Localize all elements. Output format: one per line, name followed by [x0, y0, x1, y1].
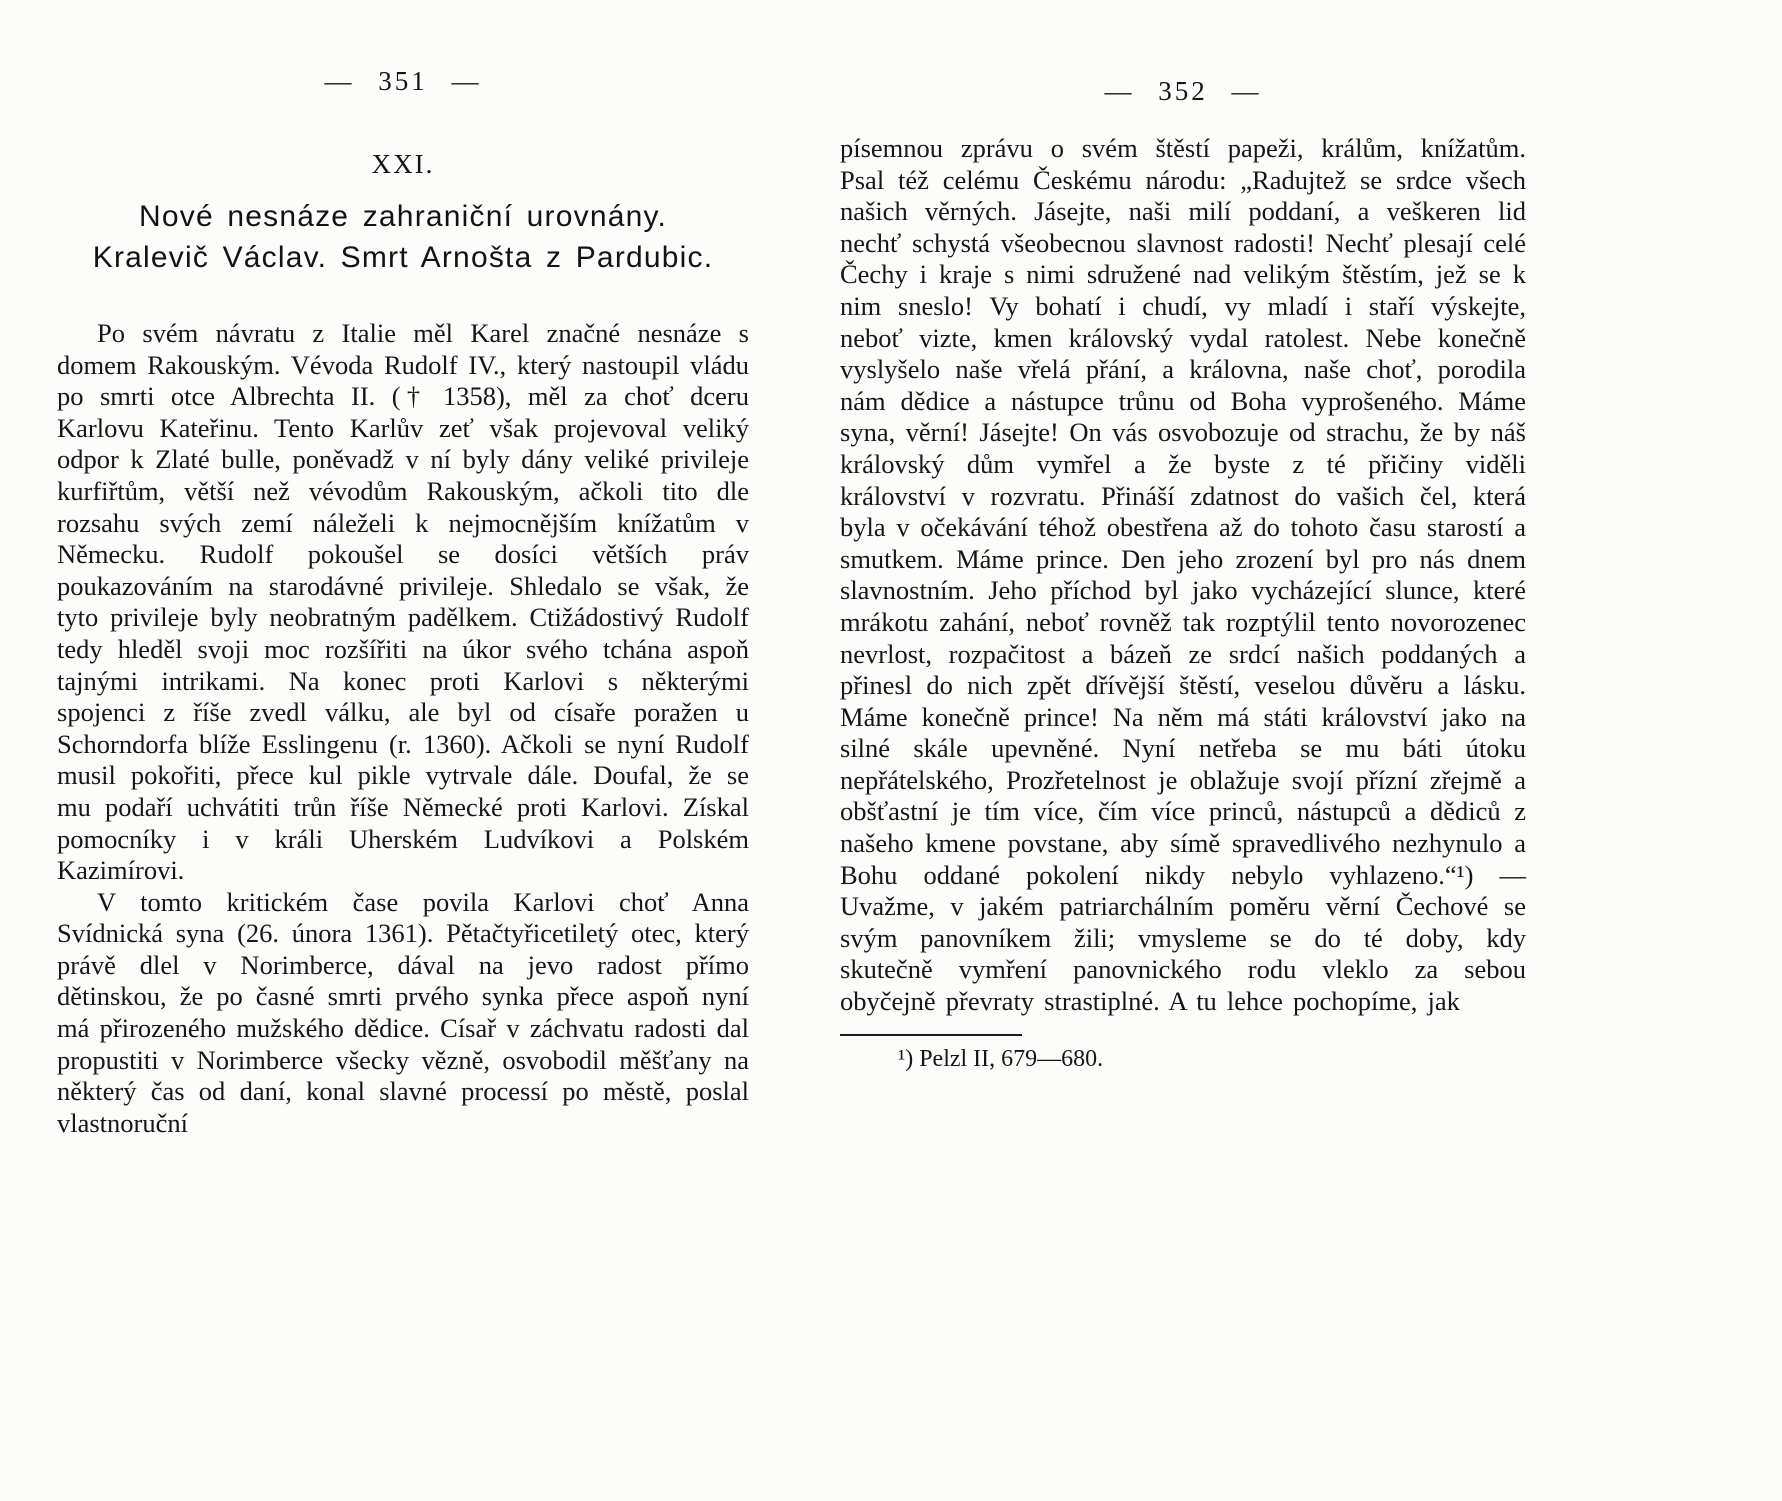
- chapter-title-line-1: Nové nesnáze zahraniční urovnány.: [139, 200, 667, 233]
- page-number-left: — 351 —: [324, 66, 482, 96]
- page-number-right: — 352 —: [1104, 76, 1262, 106]
- paragraph-2: V tomto kritickém čase povila Karlovi choť Anna Svídnická syna (26. února 1361). Pětačtyřicetiletý otec, který právě dlel v Norimberce, dával na jevo radost přímo dětinskou, že po časné smrti prvého synka přece aspoň nyní má přirozeného mužského dědice. Císař v záchvatu radosti dal propustiti v Norimberce všecky vězně, osvobodil měšťany na některý čas od daní, konal slavné processí po městě, poslal vlastnoruční: [57, 886, 749, 1138]
- chapter-title-line-2: Kralevič Václav. Smrt Arnošta z Pardubic.: [92, 241, 714, 274]
- paragraph-1: Po svém návratu z Italie měl Karel značné nesnáze s domem Rakouským. Vévoda Rudolf IV., který nastoupil vládu po smrti otce Albrechta II. († 1358), měl za choť dceru Karlovu Kateřinu. Tento Karlův zeť však projevoval veliký odpor k Zlaté bulle, poněvadž v ní byly dány veliké privileje kurfiřtům, větší než vévodům Rakouským, ačkoli tito dle rozsahu svých zemí náleželi k nejmocnějším knížatům v Německu. Rudolf pokoušel se dosíci větších práv poukazováním na starodávné privileje. Shledalo se však, že tyto privileje byly neobratným padělkem. Ctižádostivý Rudolf tedy hleděl svoji moc rozšířiti na úkor svého tchána aspoň tajnými intrikami. Na konec proti Karlovi s některými spojenci z říše zvedl válku, ale byl od císaře poražen u Schorndorfa blíže Esslingenu (r. 1360). Ačkoli se nyní Rudolf musil pokořiti, přece kul pikle vytrvale dále. Doufal, že se mu podaří uchvátiti trůn říše Německé proti Karlovi. Získal pomocníky i v králi Uherském Ludvíkovi a Polském Kazimírovi.: [57, 318, 749, 886]
- footnote-divider: [840, 1034, 1022, 1036]
- footnote-text: ¹) Pelzl II, 679—680.: [898, 1045, 1104, 1072]
- page-351: [57, 66, 749, 1139]
- page-352: [840, 76, 1526, 1074]
- paragraph-continued: písemnou zprávu o svém štěstí papeži, králům, knížatům. Psal též celému Českému národu: „Radujtež se srdce všech našich věrných. Jásejte, naši milí poddaní, a veškeren lid nechť schystá všeobecnou slavnost radosti! Nechť plesají celé Čechy i kraje s nimi sdružené nad velikým štěstím, jež se k nim sneslo! Vy bohatí i chudí, vy mladí i staří výskejte, neboť vizte, kmen královský vydal ratolest. Nebe konečně vyslyšelo naše vřelá přání, a královna, naše choť, porodila nám dědice a nástupce trůnu od Boha vyprošeného. Máme syna, věrní! Jásejte! On vás osvobozuje od strachu, že by náš královský dům vymřel a že byste z té přičiny viděli království v rozvratu. Přináší zdatnost do vašich čel, která byla v očekávání téhož obestřena až do tohoto času starostí a smutkem. Máme prince. Den jeho zrození byl pro nás dnem slavnostním. Jeho příchod byl jako vycházející slunce, které mrákotu zahání, neboť rovněž tak rozptýlil tento novorozenec nevrlost, rozpačitost a bázeň ze srdcí našich poddaných a přinesl do nich zpět dřívější štěstí, veselou důvěru a lásku. Máme konečně prince! Na něm má státi království jako na silné skále upevněné. Nyní netřeba se mu báti útoku nepřátelského, Prozřetelnost je oblažuje svojí přízní zřejmě a obšťastní je tím více, čím více princů, nástupců a dědiců z našeho kmene povstane, aby símě spravedlivého nezhynulo a Bohu oddané pokolení nikdy nebylo vyhlazeno.“¹) — Uvažme, v jakém patriarchálním poměru věrní Čechové se svým panovníkem žili; vmysleme se do té doby, kdy skutečně vymření panovnického rodu vleklo za sebou obyčejně převraty strastiplné. A tu lehce pochopíme, jak: [840, 133, 1526, 1017]
- chapter-number: XXI.: [371, 149, 435, 179]
